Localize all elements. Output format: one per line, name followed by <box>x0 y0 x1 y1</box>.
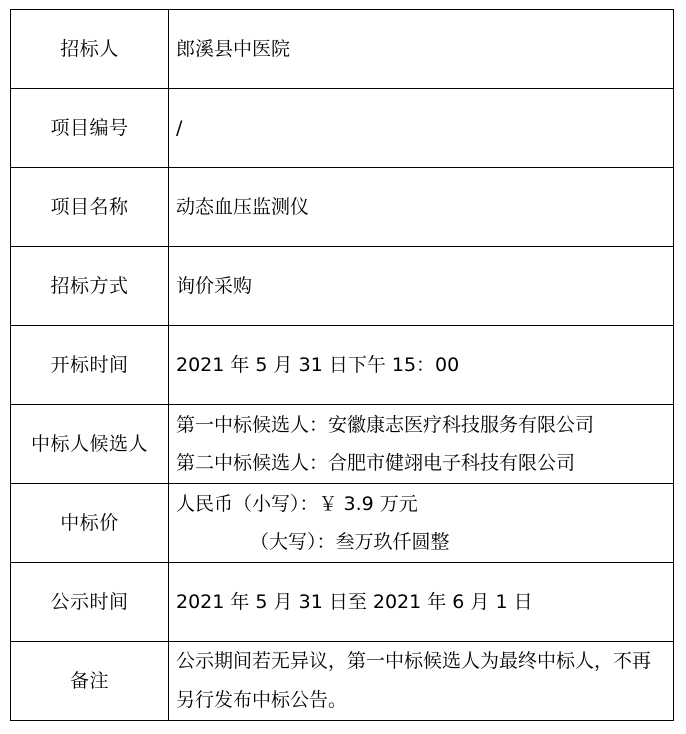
table-row-tenderer <box>11 10 674 89</box>
remarks-label: 备注 <box>11 642 169 721</box>
table-row-winning-price <box>11 484 674 563</box>
price-lowercase: 人民币（小写）：￥ 3.9 万元 <box>176 493 418 515</box>
publicity-period-label: 公示时间 <box>11 563 169 642</box>
project-name-value: 动态血压监测仪 <box>169 168 674 247</box>
remarks-value: 公示期间若无异议，第一中标候选人为最终中标人，不再另行发布中标公告。 <box>169 642 674 721</box>
project-name-label: 项目名称 <box>11 168 169 247</box>
first-candidate: 第一中标候选人：安徽康志医疗科技服务有限公司 <box>176 414 595 436</box>
price-uppercase-line <box>176 523 669 561</box>
table-row-opening-time <box>11 326 674 405</box>
tenderer-value: 郎溪县中医院 <box>169 10 674 89</box>
table-row-publicity-period <box>11 563 674 642</box>
tenderer-label: 招标人 <box>11 10 169 89</box>
bid-result-table <box>10 9 674 721</box>
table-row-project-number <box>11 89 674 168</box>
table-row-project-name <box>11 168 674 247</box>
publicity-period-value: 2021 年 5 月 31 日至 2021 年 6 月 1 日 <box>169 563 674 642</box>
candidates-value <box>169 405 674 484</box>
winning-price-label: 中标价 <box>11 484 169 563</box>
tender-method-label: 招标方式 <box>11 247 169 326</box>
table-row-remarks <box>11 642 674 721</box>
tender-method-value: 询价采购 <box>169 247 674 326</box>
opening-time-value: 2021 年 5 月 31 日下午 15：00 <box>169 326 674 405</box>
opening-time-label: 开标时间 <box>11 326 169 405</box>
second-candidate: 第二中标候选人：合肥市健翊电子科技有限公司 <box>176 452 576 474</box>
table-row-candidates <box>11 405 674 484</box>
project-number-value: / <box>169 89 674 168</box>
table-row-tender-method <box>11 247 674 326</box>
candidates-label: 中标人候选人 <box>11 405 169 484</box>
project-number-label: 项目编号 <box>11 89 169 168</box>
winning-price-value <box>169 484 674 563</box>
price-uppercase: （大写）：叁万玖仟圆整 <box>250 531 450 553</box>
